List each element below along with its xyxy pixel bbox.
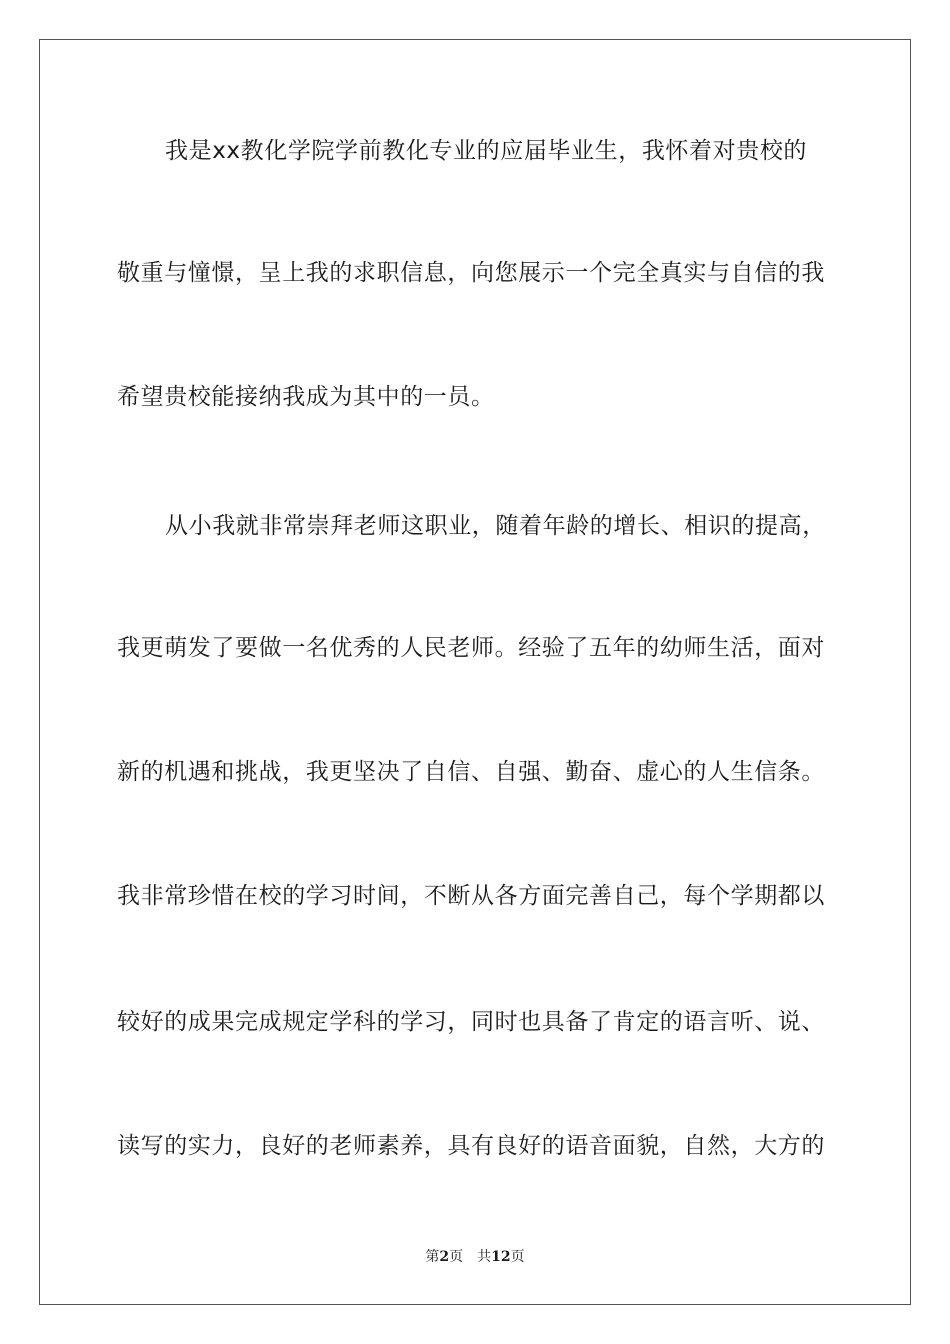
total-prefix: 共	[477, 1249, 492, 1265]
page-suffix: 页	[449, 1249, 464, 1265]
total-suffix: 页	[510, 1249, 525, 1265]
body-text-line-4: 从小我就非常崇拜老师这职业，随着年龄的增长、相识的提高，	[165, 513, 826, 539]
body-text-line-1: 我是xx教化学院学前教化专业的应届毕业生，我怀着对贵校的	[165, 138, 808, 164]
body-text-line-6: 新的机遇和挑战，我更坚决了自信、自强、勤奋、虚心的人生信条。	[117, 759, 825, 785]
body-text-line-7: 我非常珍惜在校的学习时间，不断从各方面完善自己，每个学期都以	[117, 883, 825, 909]
body-text-line-3: 希望贵校能接纳我成为其中的一员。	[117, 384, 495, 410]
total-pages: 12	[491, 1249, 511, 1265]
page-border	[39, 39, 911, 1305]
page-prefix: 第	[425, 1249, 440, 1265]
body-text-line-9: 读写的实力，良好的老师素养，具有良好的语音面貌，自然，大方的	[117, 1133, 825, 1159]
page-number: 2	[439, 1249, 450, 1265]
body-text-line-8: 较好的成果完成规定学科的学习，同时也具备了肯定的语言听、说、	[117, 1009, 825, 1035]
body-text-line-5: 我更萌发了要做一名优秀的人民老师。经验了五年的幼师生活，面对	[117, 635, 825, 661]
body-text-line-2: 敬重与憧憬，呈上我的求职信息，向您展示一个完全真实与自信的我	[117, 260, 825, 286]
page-footer	[0, 1248, 950, 1266]
